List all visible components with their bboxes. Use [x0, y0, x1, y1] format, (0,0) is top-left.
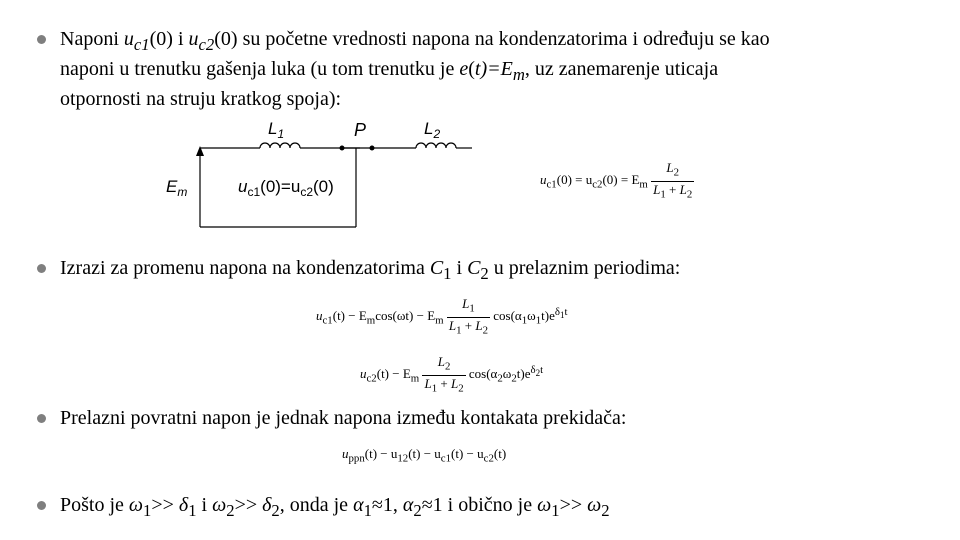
inductor-l1	[260, 143, 300, 148]
bullet-dot-3	[37, 414, 46, 423]
b2-pre: Izrazi za promenu napona na kondenzatorima	[60, 257, 430, 279]
equation-uc1: $u_{c1}(t) - E_m\cos(\omega t) - E_m$ $\frac{L_1}{L_1 + L_2}$ $\cos(\alpha_1\omega_1t)e^{\delta_1t}$	[316, 296, 568, 337]
eq1-fraction: $\frac{L_2}{L_1 + L_2}$	[653, 160, 693, 201]
b2-c1-sub: 1	[443, 264, 452, 283]
b1-mid2: (0) su početne vrednosti napona na kondenzatorima i određuju se kao	[214, 28, 770, 50]
label-cap: $u_{c1}(0)=u_{c2}(0)$	[238, 177, 334, 199]
bullet-4-text: Pošto je $\omega_1>> \delta_1$ i $\omega_2>> \delta_2$, onda je $\alpha_1\approx 1$, $\alpha_2\approx 1$ i obično je $\omega_1>> \omega_2$	[60, 494, 610, 520]
b1-line3: otpornosti na struju kratkog spoja):	[60, 88, 342, 110]
bullet-3-text: Prelazni povratni napon je jednak napona između kontakata prekidača:	[60, 407, 627, 429]
bullet-1-text: Naponi $u_{c1}(0)$ i $u_{c2}(0)$ su početne vrednosti napona na kondenzatorima i određuju se kao naponi u trenutku gašenja luka (u tom trenutku je $e(t)=E_m$, uz zanemarenje uticaja otpornosti na struju kratkog spoja):	[60, 28, 770, 110]
eq1-lsub2: c2	[592, 178, 603, 191]
label-l2: $L_2$	[424, 119, 441, 141]
bullet-2-text	[60, 256, 920, 286]
equation-uc2: $u_{c2}(t) - E_m$ $\frac{L_2}{L_1 + L_2}$ $\cos(\alpha_2\omega_2t)e^{\delta_2t}$	[360, 354, 544, 395]
b1-mid1: (0) i	[149, 28, 189, 50]
bullet-dot-1	[37, 35, 46, 44]
label-p: P	[354, 120, 367, 140]
b1-line2a: naponi u trenutku gašenja luka (u tom trenutku je	[60, 58, 460, 80]
b1-u2: u	[188, 28, 199, 50]
b1-eq: )=E	[480, 58, 513, 80]
equation-initial-voltage	[540, 160, 694, 202]
b1-u2-sub: c2	[198, 35, 215, 54]
bullet-dot-2	[37, 264, 46, 273]
b2-post: u prelaznim periodima:	[488, 257, 681, 279]
label-l1: $L_1$	[268, 119, 285, 141]
b1-m-sub: m	[512, 65, 525, 84]
b1-e: e	[459, 58, 469, 80]
eq2-fraction: $\frac{L_1}{L_1 + L_2}$	[448, 296, 488, 337]
b1-t: t	[474, 58, 481, 80]
b2-c1: C	[429, 257, 444, 279]
label-em: $E_m$	[166, 177, 188, 199]
b1-line2b: , uz zanemarenje uticaja	[524, 58, 719, 80]
b2-c2: C	[467, 257, 481, 279]
b2-c2-sub: 2	[480, 264, 489, 283]
eq3-fraction: $\frac{L_2}{L_1 + L_2}$	[424, 354, 464, 395]
b1-u1-sub: c1	[133, 35, 150, 54]
eq1-rhs: (0) = E	[602, 172, 640, 188]
b1-pre: Naponi	[60, 28, 124, 50]
eq1-lhs: u	[540, 172, 547, 188]
circuit-diagram	[160, 112, 480, 232]
inductor-l2	[416, 143, 456, 148]
eq1-lsub1: c1	[546, 178, 557, 191]
b2-mid: i	[451, 257, 468, 279]
equation-uppn: $u_{ppn}(t) - u_{12}(t) - u_{c1}(t) - u_{c2}(t)$	[342, 446, 507, 465]
eq1-mid: (0) = u	[556, 172, 593, 188]
eq1-msub: m	[639, 178, 648, 191]
b1-u1: u	[123, 28, 134, 50]
bullet-dot-4	[37, 501, 46, 510]
